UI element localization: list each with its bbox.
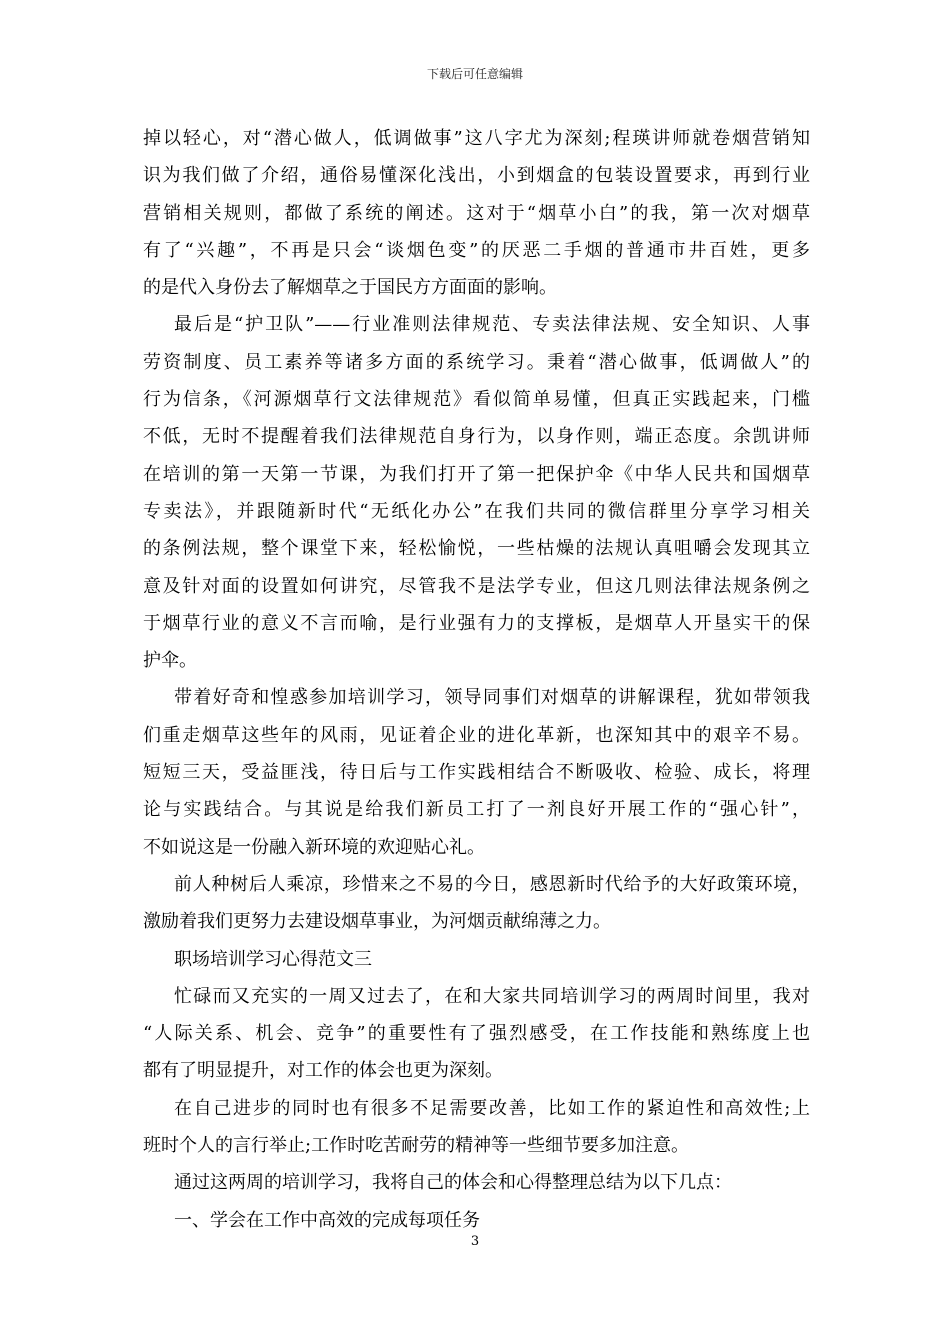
text-line: 的是代入身份去了解烟草之于国民方方面面的影响。 [143, 277, 557, 299]
text-line: 有了“兴趣”，不再是只会“谈烟色变”的厌恶二手烟的普通市井百姓，更多 [143, 239, 810, 261]
page-header: 下载后可任意编辑 [426, 67, 523, 81]
text-line: 职场培训学习心得范文三 [174, 948, 372, 970]
text-line: 论与实践结合。与其说是给我们新员工打了一剂良好开展工作的“强心针”， [143, 799, 810, 821]
text-line: 激励着我们更努力去建设烟草事业，为河烟贡献绵薄之力。 [143, 911, 611, 933]
text-line: 不低，无时不提醒着我们法律规范自身行为，以身作则，端正态度。余凯讲师 [143, 426, 810, 448]
text-line: 前人种树后人乘凉，珍惜来之不易的今日，感恩新时代给予的大好政策环境， [174, 873, 810, 895]
text-line: 一、学会在工作中高效的完成每项任务 [174, 1209, 480, 1231]
page-number: 3 [470, 1234, 480, 1249]
text-line: 短短三天，受益匪浅，待日后与工作实践相结合不断吸收、检验、成长，将理 [143, 762, 810, 784]
text-line: 的条例法规，整个课堂下来，轻松愉悦，一些枯燥的法规认真咀嚼会发现其立 [143, 538, 810, 560]
text-line: “人际关系、机会、竞争”的重要性有了强烈感受，在工作技能和熟练度上也 [143, 1023, 810, 1045]
text-line: 不如说这是一份融入新环境的欢迎贴心礼。 [143, 836, 485, 858]
text-line: 护伞。 [143, 650, 197, 672]
text-line: 在自己进步的同时也有很多不足需要改善，比如工作的紧迫性和高效性;上 [174, 1097, 810, 1119]
text-line: 识为我们做了介绍，通俗易懂深化浅出，小到烟盒的包装设置要求，再到行业 [143, 165, 810, 187]
text-line: 专卖法》，并跟随新时代“无纸化办公”在我们共同的微信群里分享学习相关 [143, 500, 810, 522]
text-line: 在培训的第一天第一节课，为我们打开了第一把保护伞《中华人民共和国烟草 [143, 463, 810, 485]
text-line: 行为信条，《河源烟草行文法律规范》看似简单易懂，但真正实践起来，门槛 [143, 389, 810, 411]
text-line: 带着好奇和惶惑参加培训学习，领导同事们对烟草的讲解课程，犹如带领我 [174, 687, 810, 709]
text-line: 于烟草行业的意义不言而喻，是行业强有力的支撑板，是烟草人开垦实干的保 [143, 612, 810, 634]
document-body [143, 120, 810, 1239]
text-line: 劳资制度、员工素养等诸多方面的系统学习。秉着“潜心做事，低调做人”的 [143, 351, 810, 373]
text-line: 掉以轻心，对“潜心做人，低调做事”这八字尤为深刻;程瑛讲师就卷烟营销知 [143, 128, 810, 149]
text-line: 们重走烟草这些年的风雨，见证着企业的进化革新，也深知其中的艰辛不易。 [143, 724, 810, 746]
text-line: 忙碌而又充实的一周又过去了，在和大家共同培训学习的两周时间里，我对 [174, 985, 810, 1007]
text-line: 都有了明显提升，对工作的体会也更为深刻。 [143, 1060, 503, 1082]
text-line: 最后是“护卫队”——行业准则法律规范、专卖法律法规、安全知识、人事 [174, 314, 810, 336]
text-line: 班时个人的言行举止;工作时吃苦耐劳的精神等一些细节要多加注意。 [143, 1135, 690, 1157]
text-line: 意及针对面的设置如何讲究，尽管我不是法学专业，但这几则法律法规条例之 [143, 575, 810, 597]
text-line: 通过这两周的培训学习，我将自己的体会和心得整理总结为以下几点： [174, 1172, 732, 1194]
text-line: 营销相关规则，都做了系统的阐述。这对于“烟草小白”的我，第一次对烟草 [143, 202, 810, 224]
